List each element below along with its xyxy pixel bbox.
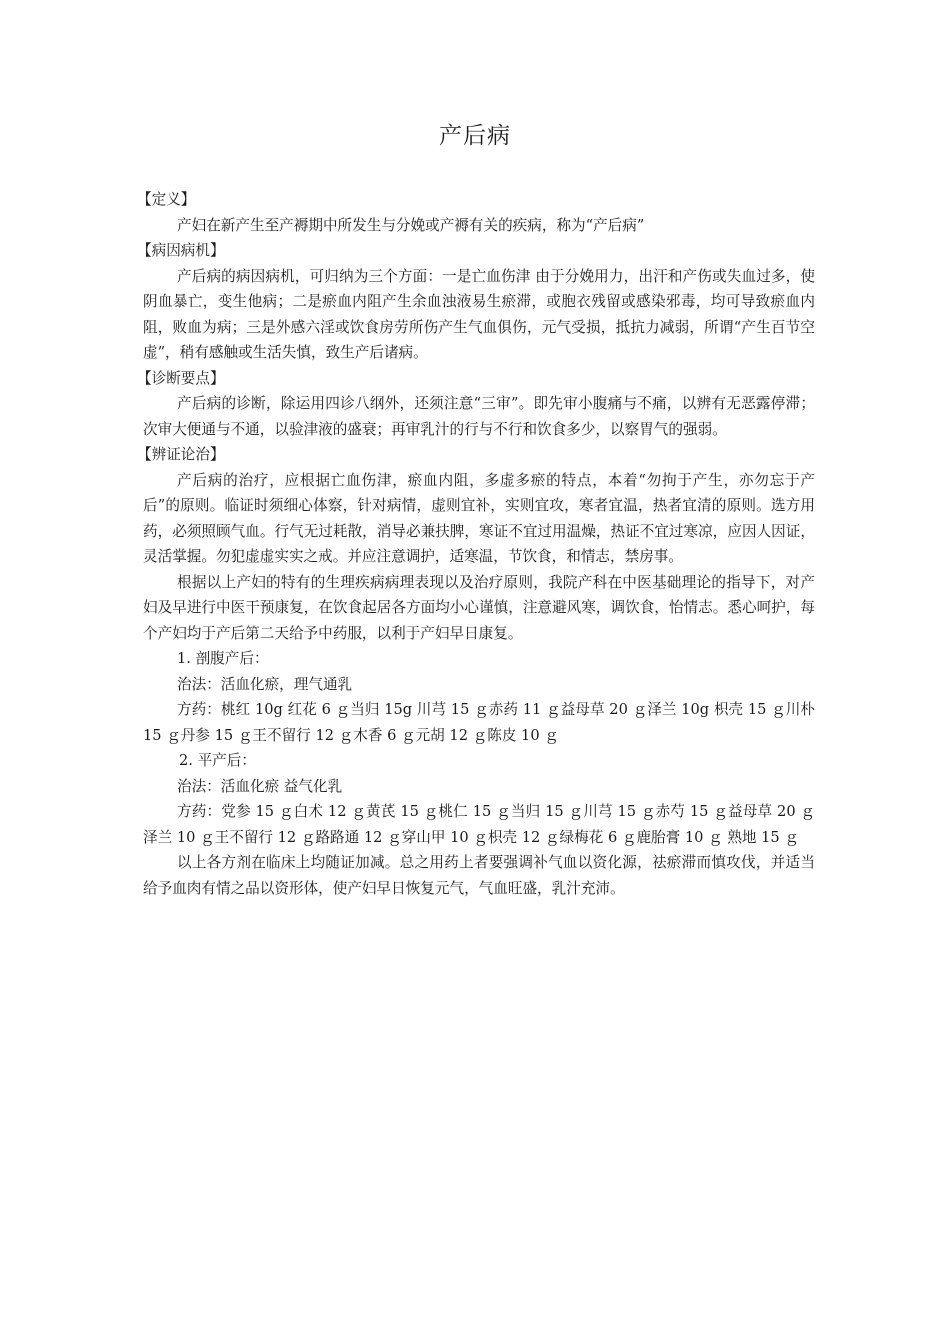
case-1-prescription: 方药：桃红 10g 红花 6 ｇ当归 15g 川芎 15 ｇ赤药 11 ｇ益母草 20 ｇ泽兰 10g 枳壳 15 ｇ川朴 15 ｇ丹参 15 ｇ王不留行 12 ｇ木香 6 ｇ元胡 12 ｇ陈皮 10 ｇ (143, 701, 815, 744)
treatment-text-2: 根据以上产妇的特有的生理疾病病理表现以及治疗原则，我院产科在中医基础理论的指导下，对产妇及早进行中医干预康复，在饮食起居各方面均小心谨慎，注意避风寒，调饮食，怡情志。悉心呵护，每个产妇均于产后第二天给予中药服，以利于产妇早日康复。 (143, 573, 815, 642)
etiology-text: 产后病的病因病机，可归纳为三个方面：一是亡血伤津 由于分娩用力，出汗和产伤或失血过多，使阴血暴亡，变生他病；二是瘀血内阻产生余血浊液易生瘀滞，或胞衣残留或感染邪毒，均可导致瘀血内阻，败血为病；三是外感六淫或饮食房劳所伤产生气血俱伤，元气受损，抵抗力减弱，所谓“产生百节空虚”，稍有感触或生活失慎，致生产后诸病。 (143, 267, 815, 361)
case-1-method: 治法：活血化瘀，理气通乳 (177, 675, 353, 693)
conclusion-text: 以上各方剂在临床上均随证加减。总之用药上者要强调补气血以资化源，祛瘀滞而慎攻伐，并适当给予血肉有情之品以资形体，使产妇早日恢复元气，气血旺盛，乳汁充沛。 (143, 854, 815, 897)
document-body (137, 187, 815, 901)
section-heading-treatment: 【辨证论治】 (137, 446, 225, 463)
definition-text: 产妇在新产生至产褥期中所发生与分娩或产褥有关的疾病，称为“产后病” (177, 216, 645, 234)
section-heading-definition: 【定义】 (137, 191, 196, 208)
treatment-text: 产后病的治疗，应根据亡血伤津，瘀血内阻，多虚多瘀的特点，本着“勿拘于产生，亦勿忘于产后”的原则。临证时须细心体察，针对病情，虚则宜补，实则宜攻，寒者宜温，热者宜清的原则。选方用药，必须照顾气血。行气无过耗散，消导必兼扶脾，寒证不宜过用温燥，热证不宜过寒凉，应因人因证，灵活掌握。勿犯虚虚实实之戒。并应注意调护，适寒温，节饮食，和情志，禁房事。 (143, 471, 815, 565)
diagnosis-text: 产后病的诊断，除运用四诊八纲外，还须注意“三审”。即先审小腹痛与不痛，以辨有无恶露停滞；次审大便通与不通，以验津液的盛衰；再审乳汁的行与不行和饮食多少，以察胃气的强弱。 (143, 395, 815, 438)
page-title: 产后病 (439, 123, 511, 149)
case-2-method: 治法：活血化瘀 益气化乳 (177, 777, 343, 795)
case-2-prescription: 方药：党参 15 ｇ白术 12 ｇ黄芪 15 ｇ桃仁 15 ｇ当归 15 ｇ川芎 15 ｇ赤芍 15 ｇ益母草 20 ｇ泽兰 10 ｇ王不留行 12 ｇ路路通 12 ｇ穿山甲 10 ｇ枳壳 12 ｇ绿梅花 6 ｇ鹿胎膏 10 ｇ 熟地 15 ｇ (143, 803, 815, 846)
section-heading-diagnosis: 【诊断要点】 (137, 369, 225, 387)
case-2-label: 2. 平产后： (179, 752, 256, 769)
case-1-label: 1. 剖腹产后： (177, 650, 269, 667)
section-heading-etiology: 【病因病机】 (137, 242, 225, 259)
